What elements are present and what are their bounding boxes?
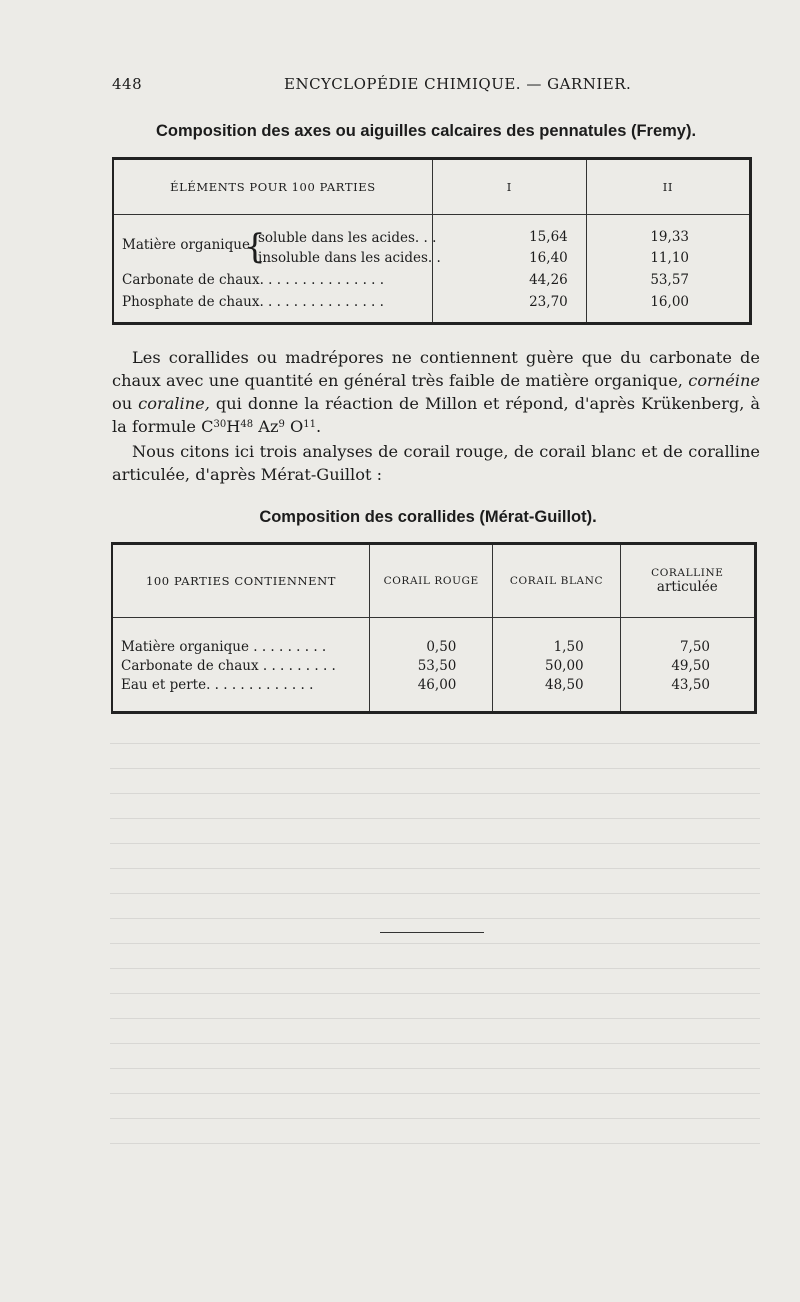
formula-sub: 9	[278, 419, 285, 430]
formula-sub: 11	[303, 419, 317, 430]
paragraph-analyses: Nous citons ici trois analyses de corail rouge, de corail blanc et de coralline articulée, d'après Mérat-Guillot :	[112, 442, 760, 484]
table2-column-corail-rouge	[370, 618, 493, 713]
brace-icon: {	[244, 227, 266, 267]
table2-header-corail-rouge: CORAIL ROUGE	[370, 544, 493, 618]
table1-cell: 23,70	[529, 294, 568, 310]
table2-column-coralline	[620, 618, 755, 713]
table1-cell: 11,10	[650, 250, 689, 266]
table2-cell: 46,00	[417, 677, 457, 693]
paragraph-text: Les corallides ou madrépores ne contiennent guère que du carbonate de chaux avec une quantité en général très faible de matière organique,	[112, 348, 760, 390]
table2-header-corail-blanc: CORAIL BLANC	[493, 544, 620, 618]
table2-row-label: Carbonate de chaux . . . . . . . . .	[121, 658, 336, 674]
table1-cell: 16,00	[650, 294, 689, 310]
table2-cell: 1,50	[553, 639, 584, 655]
formula-sub: 30	[213, 419, 227, 430]
table2-cell: 50,00	[545, 658, 584, 674]
table2-header-coralline-line2: articulée	[656, 579, 718, 595]
table2-cell: 0,50	[426, 639, 457, 655]
paragraph-text: ou	[112, 394, 133, 413]
table1-group-label: Matière organique	[122, 237, 250, 253]
table2-cell: 7,50	[679, 639, 710, 655]
table2-cell: 49,50	[671, 658, 710, 674]
term-corneine: cornéine	[688, 371, 760, 390]
table2-row-label: Matière organique . . . . . . . . .	[121, 639, 327, 655]
table1-row-label: Phosphate de chaux. . . . . . . . . . . . . . .	[122, 294, 384, 310]
table2-cell: 48,50	[545, 677, 584, 693]
table1-cell: 19,33	[650, 229, 689, 245]
table2-cell: 53,50	[417, 658, 457, 674]
table2-label-column	[112, 618, 370, 713]
table1-header-elements: ÉLÉMENTS POUR 100 PARTIES	[113, 159, 432, 215]
page-number: 448	[112, 75, 143, 93]
table1-column-i	[432, 215, 586, 324]
formula-sub: 48	[240, 419, 254, 430]
table2-header-coralline-line1: CORALLINE	[651, 567, 724, 579]
table1-cell: 44,26	[529, 272, 568, 288]
table1-cell: 53,57	[650, 272, 689, 288]
table2-column-corail-blanc	[493, 618, 620, 713]
paragraph-text: .	[316, 417, 322, 436]
table2-caption: Composition des corallides (Mérat-Guillot).	[259, 508, 597, 526]
table1-header-i: I	[432, 159, 586, 215]
table2-row-label: Eau et perte. . . . . . . . . . . . .	[121, 677, 314, 693]
table1-cell: 16,40	[529, 250, 568, 266]
paragraph-corallides	[112, 346, 760, 438]
table2-cell: 43,50	[671, 677, 710, 693]
table1-cell: 15,64	[529, 229, 568, 245]
table1-row-label: insoluble dans les acides. .	[258, 250, 441, 266]
paragraph-text: qui donne la réaction de Millon et répond, d'après Krükenberg, à la formule C	[112, 394, 760, 436]
table1	[112, 157, 752, 325]
formula-element: Az	[258, 417, 279, 436]
table1-caption: Composition des axes ou aiguilles calcaires des pennatules (Fremy).	[155, 122, 697, 140]
term-coraline: coraline,	[138, 394, 210, 413]
table1-label-column	[113, 215, 441, 324]
table1-row-label: soluble dans les acides. . .	[258, 230, 437, 246]
show-through-texture	[110, 720, 760, 1160]
table2-header-coralline	[620, 544, 755, 618]
table1-row-label: Carbonate de chaux. . . . . . . . . . . . . . .	[122, 272, 385, 288]
section-end-rule	[380, 932, 484, 933]
table2-header-parts: 100 PARTIES CONTIENNENT	[112, 544, 370, 618]
table1-header-ii: II	[586, 159, 750, 215]
table2	[111, 542, 757, 714]
formula-element: O	[290, 417, 304, 436]
running-title: ENCYCLOPÉDIE CHIMIQUE. — GARNIER.	[284, 75, 632, 93]
table1-column-ii	[586, 215, 750, 324]
formula-element: H	[226, 417, 241, 436]
